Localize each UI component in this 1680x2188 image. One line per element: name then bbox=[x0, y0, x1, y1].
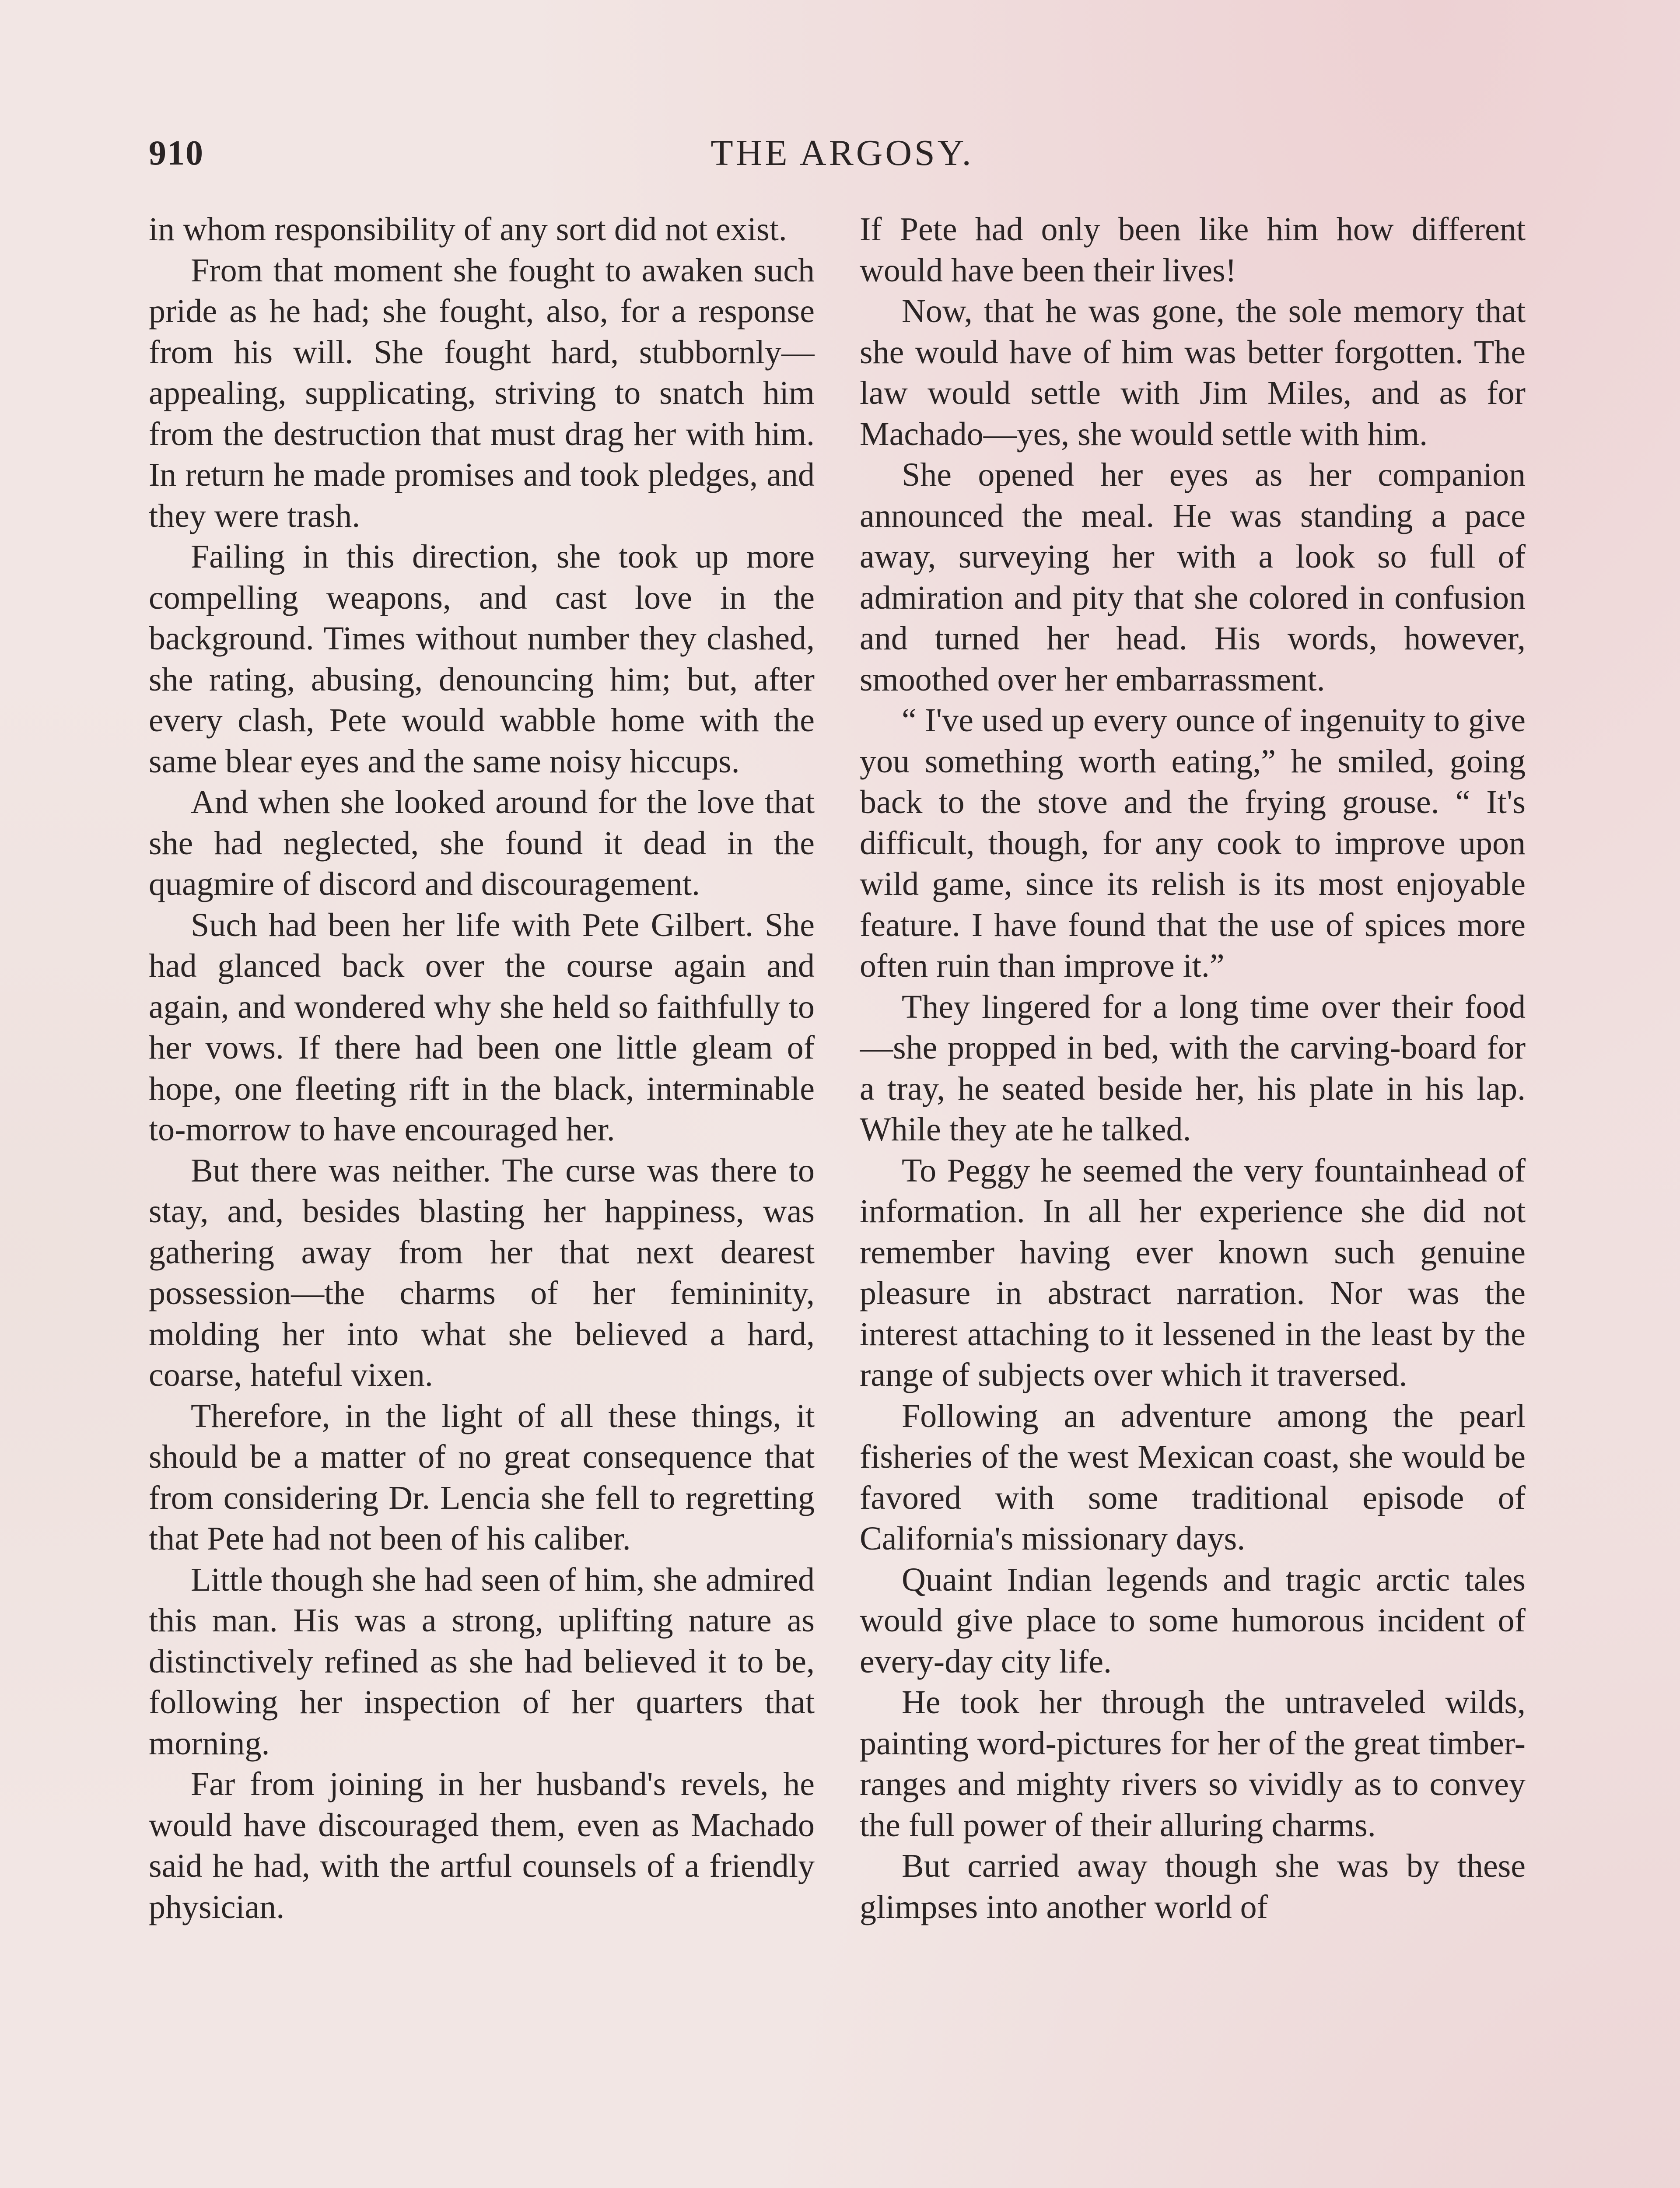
paragraph: He took her through the untraveled wilds, painting word-pictures for her of the great timber-ranges and mighty rivers so vividly as to convey the full power of their alluring charms. bbox=[860, 1684, 1526, 1844]
paragraph: Quaint Indian legends and tragic arctic tales would give place to some humorous incident of every-day city life. bbox=[860, 1561, 1526, 1680]
paragraph: Therefore, in the light of all these things, it should be a matter of no great consequence that from considering Dr. Lencia she fell to regretting that Pete had not been of his caliber. bbox=[149, 1397, 815, 1557]
running-head: THE ARGOSY. bbox=[710, 133, 974, 173]
page-number: 910 bbox=[149, 134, 204, 172]
paragraph: Little though she had seen of him, she admired this man. His was a strong, uplifting nature as distinctively refined as she had believed it to be, following her inspection of her quarters that morning. bbox=[149, 1561, 815, 1762]
left-column bbox=[149, 209, 815, 2188]
paragraph: From that moment she fought to awaken such pride as he had; she fought, also, for a response from his will. She fought hard, stubbornly—appealing, supplicating, striving to snatch him from the destruction that must drag her with him. In return he made promises and took pledges, and they were trash. bbox=[149, 252, 815, 534]
paragraph: They lingered for a long time over their food—she propped in bed, with the carving-board for a tray, he seated beside her, his plate in his lap. While they ate he talked. bbox=[860, 988, 1526, 1148]
paragraph: “ I've used up every ounce of ingenuity to give you something worth eating,” he smiled, going back to the stove and the frying grouse. “ It's difficult, though, for any cook to improve upon wild game, since its relish is its most enjoyable feature. I have found that the use of spices more often ruin than improve it.” bbox=[860, 702, 1526, 984]
paragraph: Following an adventure among the pearl fisheries of the west Mexican coast, she would be favored with some traditional episode of California's missionary days. bbox=[860, 1397, 1526, 1557]
paragraph: in whom responsibility of any sort did not exist. bbox=[149, 211, 787, 248]
paragraph: She opened her eyes as her companion announced the meal. He was standing a pace away, surveying her with a look so full of admiration and pity that she colored in confusion and turned her head. His words, however, smoothed over her embarrassment. bbox=[860, 456, 1526, 698]
paragraph: But there was neither. The curse was there to stay, and, besides blasting her happiness, was gathering away from her that next dearest possession—the charms of her femininity, molding her into what she believed a hard, coarse, hateful vixen. bbox=[149, 1152, 815, 1393]
paragraph: To Peggy he seemed the very fountainhead of information. In all her experience she did not remember having ever known such genuine pleasure in abstract narration. Nor was the interest attaching to it lessened in the least by the range of subjects over which it traversed. bbox=[860, 1152, 1526, 1393]
paragraph: Failing in this direction, she took up more compelling weapons, and cast love in the background. Times without number they clashed, she rating, abusing, denouncing him; but, after every clash, Pete would wabble home with the same blear eyes and the same noisy hiccups. bbox=[149, 538, 815, 780]
right-column bbox=[860, 209, 1526, 2188]
paragraph: And when she looked around for the love that she had neglected, she found it dead in the quagmire of discord and discouragement. bbox=[149, 784, 815, 902]
paragraph: If Pete had only been like him how different would have been their lives! bbox=[860, 211, 1526, 289]
page-header bbox=[149, 129, 1536, 186]
paragraph: But carried away though she was by these glimpses into another world of bbox=[860, 1848, 1526, 1925]
paragraph: Such had been her life with Pete Gilbert. She had glanced back over the course again and again, and wondered why she held so faithfully to her vows. If there had been one little gleam of hope, one fleeting rift in the black, interminable to-morrow to have encouraged her. bbox=[149, 906, 815, 1148]
paragraph: Now, that he was gone, the sole memory that she would have of him was better forgotten. The law would settle with Jim Miles, and as for Machado—yes, she would settle with him. bbox=[860, 293, 1526, 452]
paragraph: Far from joining in her husband's revels, he would have discouraged them, even as Machado said he had, with the artful counsels of a friendly physician. bbox=[149, 1766, 815, 1925]
